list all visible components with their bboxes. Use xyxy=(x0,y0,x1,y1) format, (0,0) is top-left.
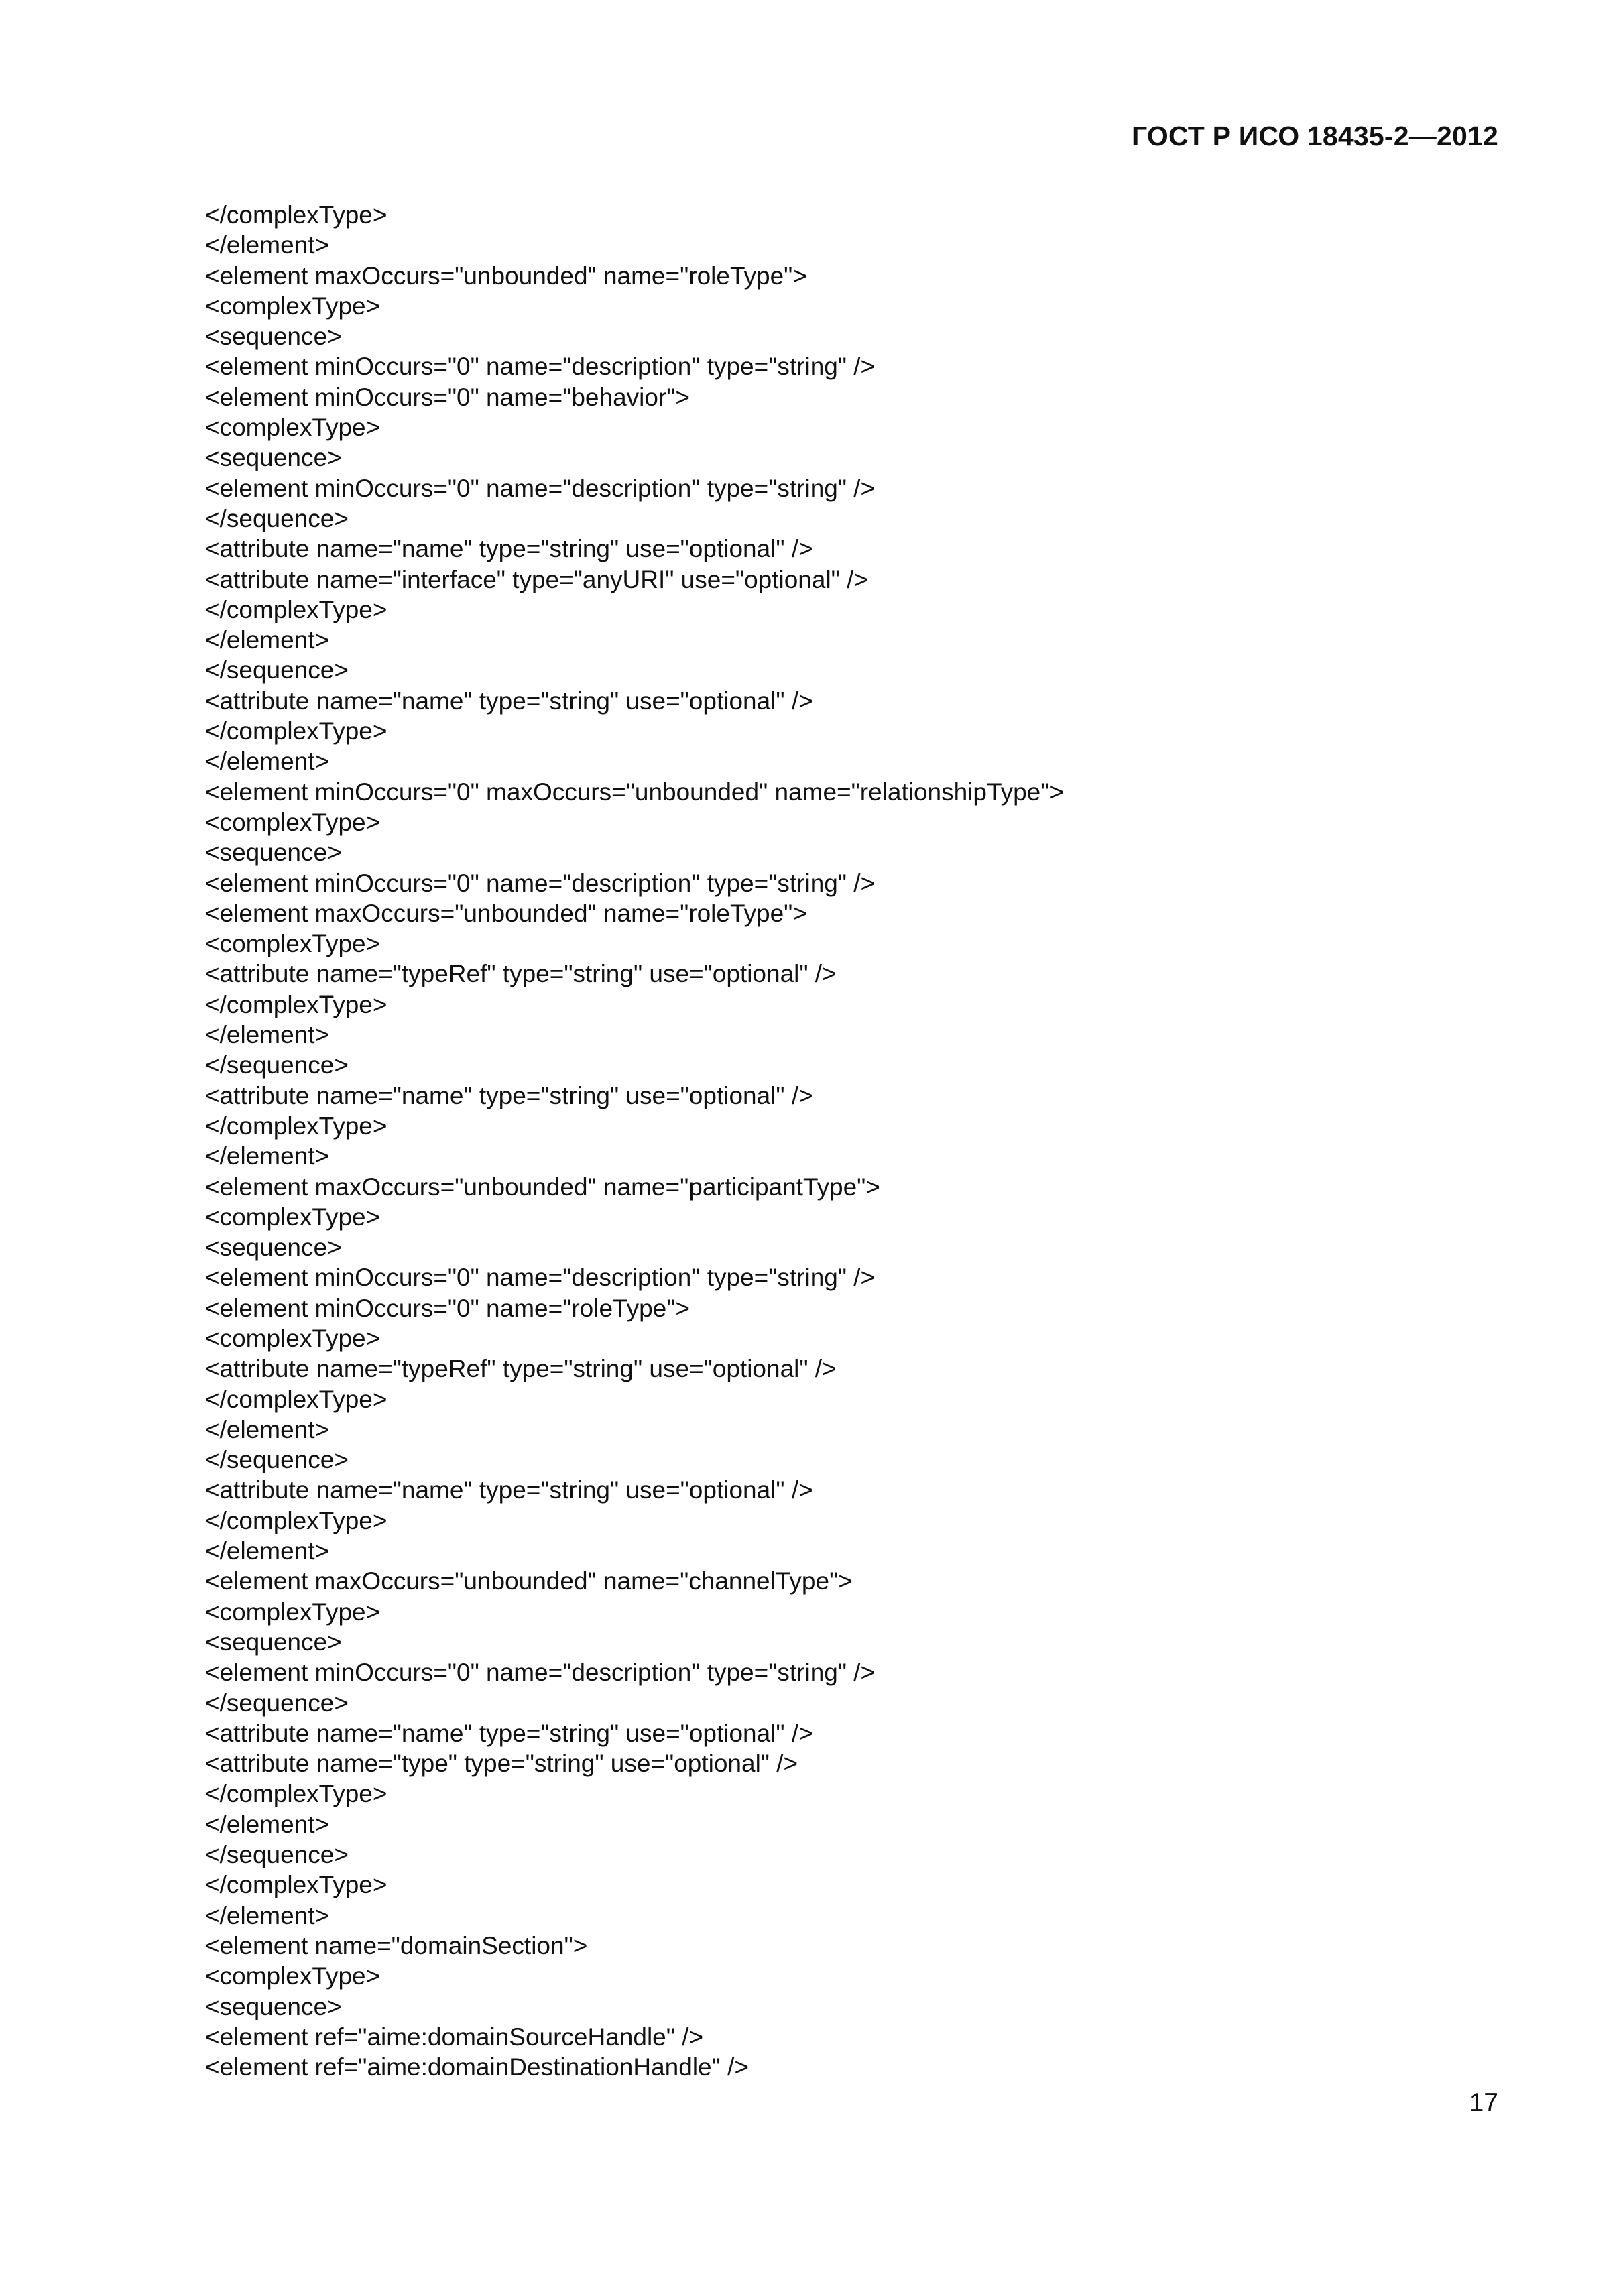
code-line: <attribute name="name" type="string" use="optional" /> xyxy=(205,686,813,715)
code-line: <element maxOccurs="unbounded" name="participantType"> xyxy=(205,1172,880,1201)
code-line: <element maxOccurs="unbounded" name="roleType"> xyxy=(205,261,807,290)
code-line: <complexType> xyxy=(205,1962,381,1990)
code-line: <attribute name="typeRef" type="string" use="optional" /> xyxy=(205,1355,837,1383)
code-line: <element ref="aime:domainDestinationHandle" /> xyxy=(205,2053,749,2081)
code-line: </element> xyxy=(205,1537,330,1565)
code-line: </complexType> xyxy=(205,990,387,1018)
code-line: <element maxOccurs="unbounded" name="roleType"> xyxy=(205,899,807,927)
code-line: <complexType> xyxy=(205,414,381,442)
code-line: </complexType> xyxy=(205,595,387,623)
code-line: <sequence> xyxy=(205,1628,342,1656)
code-line: </element> xyxy=(205,626,330,654)
code-line: </element> xyxy=(205,1415,330,1443)
code-line: <element minOccurs="0" name="roleType"> xyxy=(205,1294,690,1322)
code-line: </complexType> xyxy=(205,1111,387,1140)
code-line: </sequence> xyxy=(205,1051,349,1079)
code-line: <sequence> xyxy=(205,1233,342,1262)
code-line: </element> xyxy=(205,1810,330,1838)
code-line: </element> xyxy=(205,1142,330,1170)
code-line: <element minOccurs="0" name="description" type="string" /> xyxy=(205,869,876,897)
code-line: <sequence> xyxy=(205,444,342,472)
code-line: <sequence> xyxy=(205,1992,342,2020)
code-line: </complexType> xyxy=(205,1871,387,1899)
code-line: <complexType> xyxy=(205,292,381,320)
code-line: </sequence> xyxy=(205,1841,349,1869)
code-line: <element minOccurs="0" name="description" type="string" /> xyxy=(205,353,876,381)
code-line: </complexType> xyxy=(205,717,387,745)
code-line: <element minOccurs="0" name="description" type="string" /> xyxy=(205,1264,876,1292)
code-line: <element maxOccurs="unbounded" name="channelType"> xyxy=(205,1567,853,1595)
code-line: <attribute name="typeRef" type="string" use="optional" /> xyxy=(205,960,837,988)
code-line: <attribute name="name" type="string" use="optional" /> xyxy=(205,1476,813,1504)
code-line: </sequence> xyxy=(205,1446,349,1474)
code-line: <attribute name="name" type="string" use="optional" /> xyxy=(205,1081,813,1109)
code-line: <attribute name="name" type="string" use="optional" /> xyxy=(205,535,813,563)
code-line: <element minOccurs="0" maxOccurs="unbounded" name="relationshipType"> xyxy=(205,778,1064,806)
code-line: </complexType> xyxy=(205,1385,387,1413)
code-line: </element> xyxy=(205,747,330,776)
code-line: </sequence> xyxy=(205,656,349,684)
code-line: <attribute name="interface" type="anyURI" use="optional" /> xyxy=(205,565,868,593)
code-line: <sequence> xyxy=(205,839,342,867)
code-line: <element minOccurs="0" name="behavior"> xyxy=(205,383,690,411)
code-line: <element name="domainSection"> xyxy=(205,1931,588,1959)
code-line: </sequence> xyxy=(205,504,349,532)
code-line: <element minOccurs="0" name="description" type="string" /> xyxy=(205,474,876,502)
code-line: </complexType> xyxy=(205,1506,387,1534)
xml-schema-listing xyxy=(205,200,1064,2082)
code-line: <element ref="aime:domainSourceHandle" /> xyxy=(205,2022,704,2051)
code-line: <complexType> xyxy=(205,930,381,958)
code-line: </element> xyxy=(205,231,330,259)
code-line: <complexType> xyxy=(205,1324,381,1352)
code-line: </element> xyxy=(205,1021,330,1049)
code-line: <complexType> xyxy=(205,808,381,836)
code-line: <complexType> xyxy=(205,1597,381,1626)
code-line: </element> xyxy=(205,1901,330,1929)
code-line: </complexType> xyxy=(205,201,387,229)
code-line: <element minOccurs="0" name="description" type="string" /> xyxy=(205,1658,876,1687)
code-line: </complexType> xyxy=(205,1780,387,1808)
code-line: <attribute name="type" type="string" use="optional" /> xyxy=(205,1750,798,1778)
code-line: <sequence> xyxy=(205,322,342,351)
code-line: <attribute name="name" type="string" use="optional" /> xyxy=(205,1719,813,1747)
code-line: <complexType> xyxy=(205,1203,381,1231)
standard-header: ГОСТ Р ИСО 18435-2—2012 xyxy=(1132,121,1498,152)
page-number: 17 xyxy=(1469,2088,1498,2117)
code-line: </sequence> xyxy=(205,1689,349,1717)
